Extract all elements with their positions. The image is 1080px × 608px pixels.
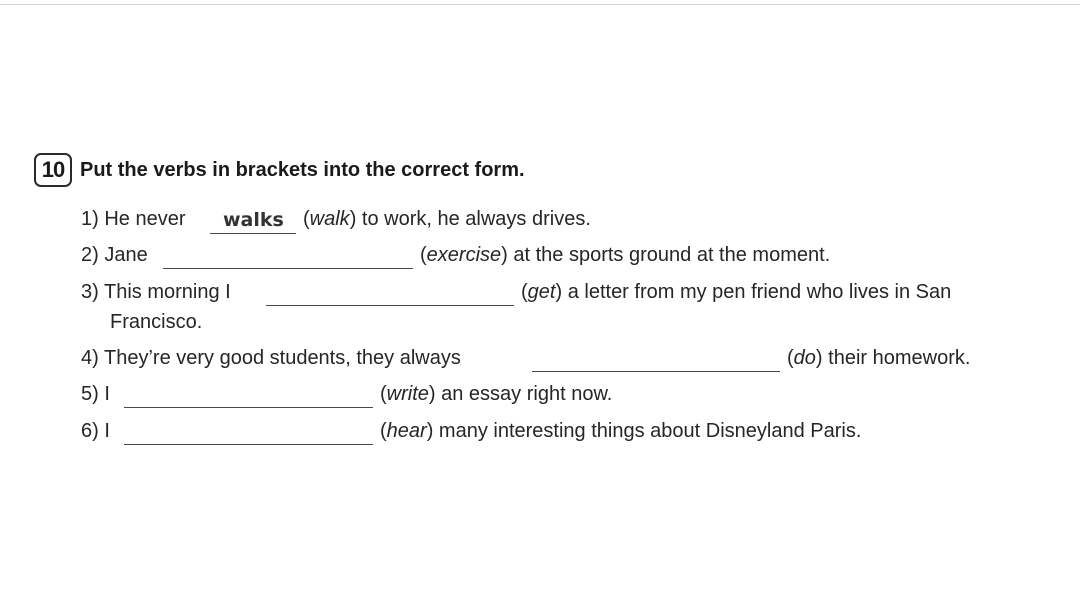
item-number: 6) [81,420,99,442]
top-divider [0,4,1080,5]
item-text-after: an essay right now. [441,383,613,405]
item-6-prefix [81,419,110,443]
item-text-after: to work, he always drives. [361,208,591,230]
item-text-after: a letter from my pen friend who lives in San [567,281,952,303]
item-2-blank[interactable] [163,268,413,269]
item-4-suffix: (do) their homework. [787,347,971,369]
item-5-suffix: (write) an essay right now. [380,383,613,405]
item-number: 1) [81,208,99,230]
item-verb: get [527,281,556,303]
item-number: 5) [81,383,99,405]
item-4-blank[interactable] [532,371,780,372]
item-3-prefix [81,280,231,304]
item-number: 2) [81,244,99,266]
item-1-blank[interactable] [210,233,296,234]
item-text-before: He never [104,208,186,230]
item-text-before: Jane [104,244,148,266]
item-text-before: They’re very good students, they always [104,347,461,369]
item-text-after: their homework. [828,347,971,369]
item-2-suffix: (exercise) at the sports ground at the moment. [420,244,831,266]
exercise-instruction: Put the verbs in brackets into the correct form. [80,158,525,181]
item-5-blank[interactable] [124,407,373,408]
exercise-number-badge: 10 [34,153,72,187]
exercise-header [34,153,525,187]
item-5-prefix [81,382,110,406]
item-6-suffix: (hear) many interesting things about Disneyland Paris. [380,420,862,442]
item-text-before: I [104,383,110,405]
item-text-after: many interesting things about Disneyland Paris. [438,420,862,442]
item-1-suffix: (walk) to work, he always drives. [303,208,591,230]
item-3-blank[interactable] [266,305,514,306]
item-1-answer: walks [223,209,284,231]
item-verb: walk [309,208,350,230]
item-number: 3) [81,281,99,303]
item-number: 4) [81,347,99,369]
item-verb: do [793,347,816,369]
item-3-continuation: Francisco. [110,311,203,333]
item-verb: exercise [426,244,502,266]
item-4-prefix [81,346,461,370]
item-verb: write [386,383,429,405]
item-1-prefix [81,207,186,231]
item-text-before: I [104,420,110,442]
item-3-suffix: (get) a letter from my pen friend who lives in San [521,281,952,303]
item-6-blank[interactable] [124,444,373,445]
item-text-after: at the sports ground at the moment. [513,244,831,266]
item-2-prefix [81,243,148,267]
item-text-before: This morning I [104,281,231,303]
item-verb: hear [386,420,427,442]
